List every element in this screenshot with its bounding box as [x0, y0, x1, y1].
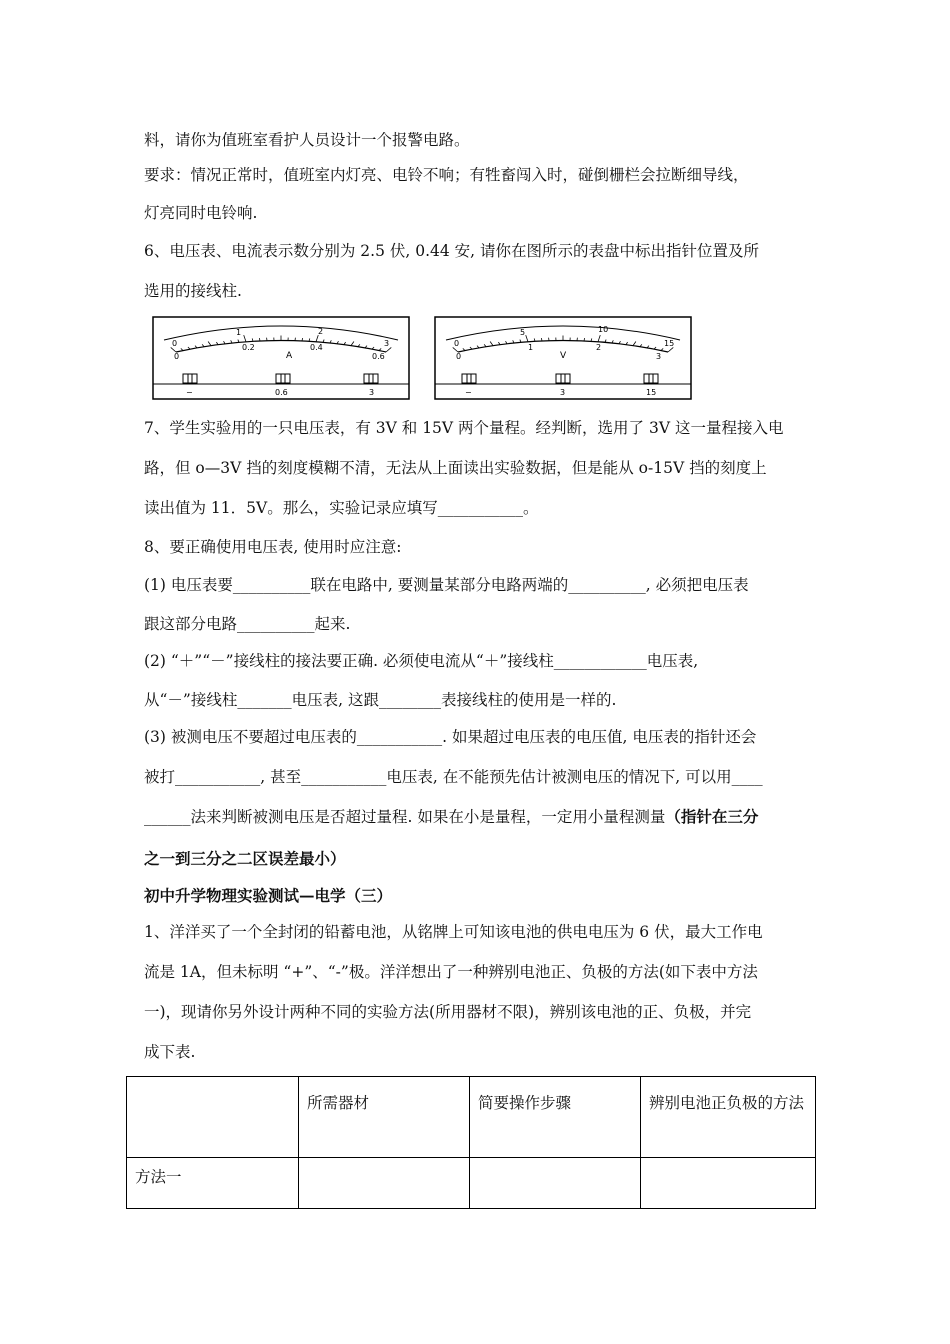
- am-top-3: 3: [384, 339, 390, 348]
- vm-bottom-2: 2: [596, 343, 602, 352]
- vm-top-2: 10: [598, 325, 609, 334]
- am-top-1: 1: [236, 328, 242, 337]
- text-line: 跟这部分电路__________起来.: [144, 615, 351, 633]
- text-line: 被打___________, 甚至___________电压表, 在不能预先估计被测电压的情况下, 可以用____: [144, 768, 763, 786]
- table-header-cell: 简要操作步骤: [470, 1077, 641, 1158]
- am-terminal-label-neg: −: [186, 388, 193, 397]
- vm-terminal[interactable]: [462, 374, 658, 383]
- table-header-row: [127, 1077, 816, 1158]
- vm-bottom-0: 0: [456, 352, 462, 361]
- meter-dials: [150, 314, 695, 400]
- scale-tick: [208, 342, 211, 346]
- answer-table: [126, 1076, 816, 1209]
- am-terminal[interactable]: [183, 374, 378, 383]
- vm-terminal-label-neg: −: [465, 388, 472, 397]
- scale-tick: [244, 335, 246, 342]
- table-header-cell: 辨别电池正负极的方法: [641, 1077, 816, 1158]
- text-line: 选用的接线柱.: [144, 282, 242, 300]
- scale-tick: [633, 342, 636, 346]
- am-terminal-label-0.6: 0.6: [275, 388, 288, 397]
- vm-top-3: 15: [664, 339, 675, 348]
- vm-bottom-1: 1: [528, 343, 534, 352]
- voltmeter-dial: [435, 317, 691, 399]
- table-cell[interactable]: [641, 1158, 816, 1209]
- text-line: 流是 1A，但未标明 “+”、“-”极。洋洋想出了一种辨别电池正、负极的方法(如下表中方法: [144, 963, 758, 981]
- table-header-cell: 所需器材: [299, 1077, 470, 1158]
- text-line: 读出值为 11．5V。那么，实验记录应填写___________。: [144, 499, 539, 517]
- table-row: [127, 1158, 816, 1209]
- am-top-0: 0: [172, 339, 178, 348]
- vm-unit: V: [560, 351, 567, 361]
- am-top-2: 2: [318, 327, 324, 336]
- question-6: 6、电压表、电流表示数分别为 2.5 伏, 0.44 安, 请你在图所示的表盘中标出指针位置及所: [144, 242, 760, 260]
- table-cell: 方法一: [127, 1158, 299, 1209]
- bold-note: （指针在三分: [665, 807, 759, 826]
- text-line: (3) 被测电压不要超过电压表的___________. 如果超过电压表的电压值, 电压表的指针还会: [144, 728, 757, 746]
- vm-bottom-3: 3: [656, 352, 662, 361]
- question-8: 8、要正确使用电压表, 使用时应注意:: [144, 538, 402, 556]
- scale-tick: [526, 335, 528, 342]
- vm-top-0: 0: [454, 339, 460, 348]
- question-1: 1、洋洋买了一个全封闭的铅蓄电池，从铭牌上可知该电池的供电电压为 6 伏，最大工作电: [144, 923, 763, 941]
- text-line: 一)，现请你另外设计两种不同的实验方法(所用器材不限)，辨别该电池的正、负极，并完: [144, 1003, 752, 1021]
- vm-terminal-label-15: 15: [646, 388, 657, 397]
- scale-tick: [490, 342, 493, 346]
- scale-tick: [316, 335, 318, 342]
- table-cell[interactable]: [470, 1158, 641, 1209]
- text-line: 路，但 o—3V 挡的刻度模糊不清，无法从上面读出实验数据，但是能从 o-15V 挡的刻度上: [144, 459, 767, 477]
- question-7: 7、学生实验用的一只电压表，有 3V 和 15V 两个量程。经判断，选用了 3V 这一量程接入电: [144, 419, 784, 437]
- scale-tick: [386, 347, 391, 352]
- am-unit: A: [286, 351, 293, 361]
- am-bottom-0: 0: [174, 352, 180, 361]
- vm-terminal-label-3: 3: [560, 388, 566, 397]
- ammeter-dial: [153, 317, 409, 399]
- scale-tick: [668, 347, 673, 352]
- scale-tick: [598, 335, 600, 342]
- vm-top-1: 5: [520, 328, 526, 337]
- text-line: 要求：情况正常时，值班室内灯亮、电铃不响；有牲畜闯入时，碰倒栅栏会拉断细导线，: [144, 166, 749, 184]
- text-line: (1) 电压表要__________联在电路中, 要测量某部分电路两端的__________, 必须把电压表: [144, 576, 749, 594]
- am-bottom-1: 0.2: [242, 343, 255, 352]
- text-line: [144, 807, 758, 827]
- table-header-cell: [127, 1077, 299, 1158]
- text-line: 灯亮同时电铃响.: [144, 204, 258, 222]
- scale-tick: [351, 342, 354, 346]
- am-bottom-3: 0.6: [372, 352, 385, 361]
- text-line: (2) “＋”“－”接线柱的接法要正确. 必须使电流从“＋”接线柱____________电压表,: [144, 652, 699, 670]
- table-cell[interactable]: [299, 1158, 470, 1209]
- text-line: 从“－”接线柱_______电压表, 这跟________表接线柱的使用是一样的.: [144, 691, 617, 709]
- section-heading: 初中升学物理实验测试—电学（三）: [144, 886, 393, 905]
- bold-note: 之一到三分之二区误差最小）: [144, 849, 346, 868]
- text-line: 成下表.: [144, 1043, 196, 1061]
- text-span: ______法来判断被测电压是否超过量程. 如果在小是量程，一定用小量程测量: [144, 808, 666, 826]
- am-terminal-label-3: 3: [369, 388, 375, 397]
- text-line: 料，请你为值班室看护人员设计一个报警电路。: [144, 131, 470, 149]
- am-bottom-2: 0.4: [310, 343, 323, 352]
